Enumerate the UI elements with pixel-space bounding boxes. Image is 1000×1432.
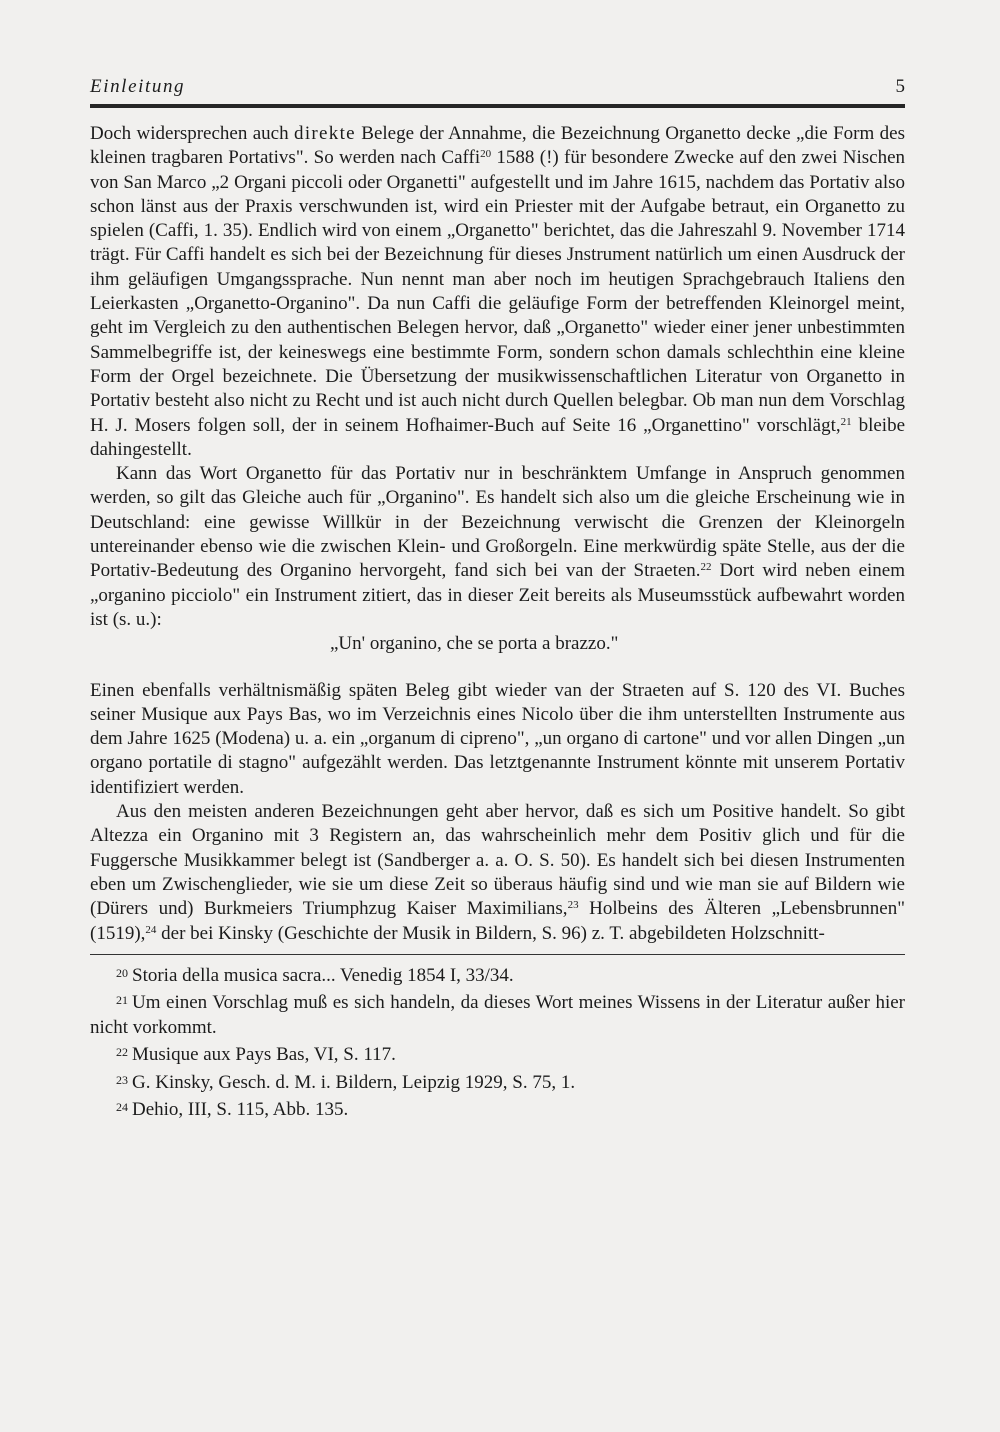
page-number: 5 <box>895 76 905 97</box>
footnote-ref-23[interactable]: 23 <box>567 899 579 912</box>
text-run: Belege der Annahme, die Bezeichnung Organetto decke „die Form des kleinen tragbaren Portativs". So werden nach Caffi <box>90 123 905 169</box>
main-text <box>90 122 905 946</box>
text-run: Dort wird neben einem „organino picciolo" ein Instrument zitiert, das in dieser Zeit bereits als Museumsstück aufbewahrt worden ist (s. u.): <box>90 560 905 630</box>
page-content <box>90 70 905 1400</box>
footnote-24 <box>90 1095 905 1123</box>
footnote-number: 23 <box>116 1072 128 1087</box>
header-rule <box>90 104 905 108</box>
footnote-text: Storia della musica sacra... Venedig 1854 I, 33/34. <box>132 964 514 986</box>
footnotes <box>90 961 905 1123</box>
footnote-number: 24 <box>116 1100 128 1115</box>
text-run: Doch widersprechen auch <box>90 123 295 144</box>
footnote-number: 22 <box>116 1045 128 1060</box>
footnote-text: Musique aux Pays Bas, VI, S. 117. <box>132 1044 396 1066</box>
footnote-ref-22[interactable]: 22 <box>700 561 712 574</box>
footnote-text: Um einen Vorschlag muß es sich handeln, da dieses Wort meines Wissens in der Literatur außer hier nicht vorkommt. <box>90 992 905 1038</box>
footnote-text: Dehio, III, S. 115, Abb. 135. <box>132 1099 349 1121</box>
paragraph-4 <box>90 800 905 946</box>
footnote-number: 21 <box>116 993 128 1008</box>
chapter-title: Einleitung <box>90 76 186 97</box>
footnote-number: 20 <box>116 965 128 980</box>
text-run: bleibe dahingestellt. <box>90 414 905 460</box>
text-run: der bei Kinsky (Geschichte der Musik in Bildern, S. 96) z. T. abgebildeten Holzschnitt- <box>156 922 825 944</box>
footnote-rule <box>90 954 905 955</box>
footnote-21 <box>90 988 905 1040</box>
text-run: Aus den meisten anderen Bezeichnungen geht aber hervor, daß es sich um Positive handelt. So gibt Altezza ein Organino mit 3 Registern an, das wahrscheinlich mehr dem Positiv glich und für die Fuggersche Musikkammer belegt ist (Sandberger a. a. O. S. 50). Es handelt sich bei diesen Instrumenten eben um Zwischenglieder, wie sie um diese Zeit so überaus häufig sind und wie man sie auf Bildern wie (Dürers und) Burkmeiers Triumphzug Kaiser Maximilians, <box>90 801 905 920</box>
paragraph-1 <box>90 122 905 462</box>
block-quote: „Un' organino, che se porta a brazzo." <box>330 633 619 655</box>
paragraph-3: Einen ebenfalls verhältnismäßig späten Beleg gibt wieder van der Straeten auf S. 120 des VI. Buches seiner Musique aux Pays Bas, wo im Verzeichnis eines Nicolo über die ihm unterstellten Instrumente aus dem Jahre 1625 (Modena) u. a. ein „organum di cipreno", „un organo di cartone" und vor allen Dingen „un organo portatile di stagno" aufgezählt werden. Das letztgenannte Instrument könnte mit unserem Portativ identifiziert werden. <box>90 679 905 798</box>
footnote-20 <box>90 961 905 989</box>
running-header <box>90 70 905 104</box>
footnote-22 <box>90 1040 905 1068</box>
footnote-ref-21[interactable]: 21 <box>840 415 852 428</box>
emphasized-word: direkte <box>294 123 356 144</box>
footnote-23 <box>90 1068 905 1096</box>
text-run: Holbeins des Älteren „Lebensbrunnen" (1519), <box>90 898 905 944</box>
paragraph-2 <box>90 462 905 632</box>
footnote-ref-24[interactable]: 24 <box>145 923 157 936</box>
footnote-text: G. Kinsky, Gesch. d. M. i. Bildern, Leipzig 1929, S. 75, 1. <box>132 1071 576 1093</box>
footnote-ref-20[interactable]: 20 <box>480 148 492 161</box>
text-run: 1588 (!) für besondere Zwecke auf den zwei Nischen von San Marco „2 Organi piccoli oder Organetti" aufgestellt und im Jahre 1615, nachdem das Portativ also schon länst aus der Praxis verschwunden ist, wird ein Priester mit der Aufgabe betraut, ein Organetto zu spielen (Caffi, 1. 35). Endlich wird von einem „Organetto" berichtet, das die Jahreszahl 9. November 1714 trägt. Für Caffi handelt es sich bei der Bezeichnung für dieses Jnstrument natürlich um einen Ausdruck der ihm geläufigen Umgangssprache. Nun nennt man aber noch im heutigen Sprachgebrauch Italiens den Leierkasten „Organetto-Organino". Da nun Caffi die geläufige Form der betreffenden Kleinorgel meint, geht im Vergleich zu den authentischen Belegen hervor, daß „Organetto" wieder einer jener unbestimmten Sammelbegriffe ist, der keineswegs eine bestimmte Form, sondern schon damals schlechthin eine kleine Form der Orgel bezeichnete. Die Übersetzung der musikwissenschaftlichen Literatur von Organetto in Portativ besteht also nicht zu Recht und ist auch nicht durch Quellen belegbar. Ob man nun dem Vorschlag H. J. Mosers folgen soll, der in seinem Hofhaimer-Buch auf Seite 16 „Organettino" vorschlägt, <box>90 147 906 436</box>
text-run: Kann das Wort Organetto für das Portativ nur in beschränktem Umfange in Anspruch genommen werden, so gilt das Gleiche auch für „Organino". Es handelt sich also um die gleiche Erscheinung wie in Deutschland: eine gewisse Willkür in der Bezeichnung verwischt die Grenzen der Kleinorgeln untereinander ebenso wie die zwischen Klein- und Großorgeln. Eine merkwürdig späte Stelle, aus der die Portativ-Bedeutung des Organino hervorgeht, fand sich bei van der Straeten. <box>90 463 905 582</box>
